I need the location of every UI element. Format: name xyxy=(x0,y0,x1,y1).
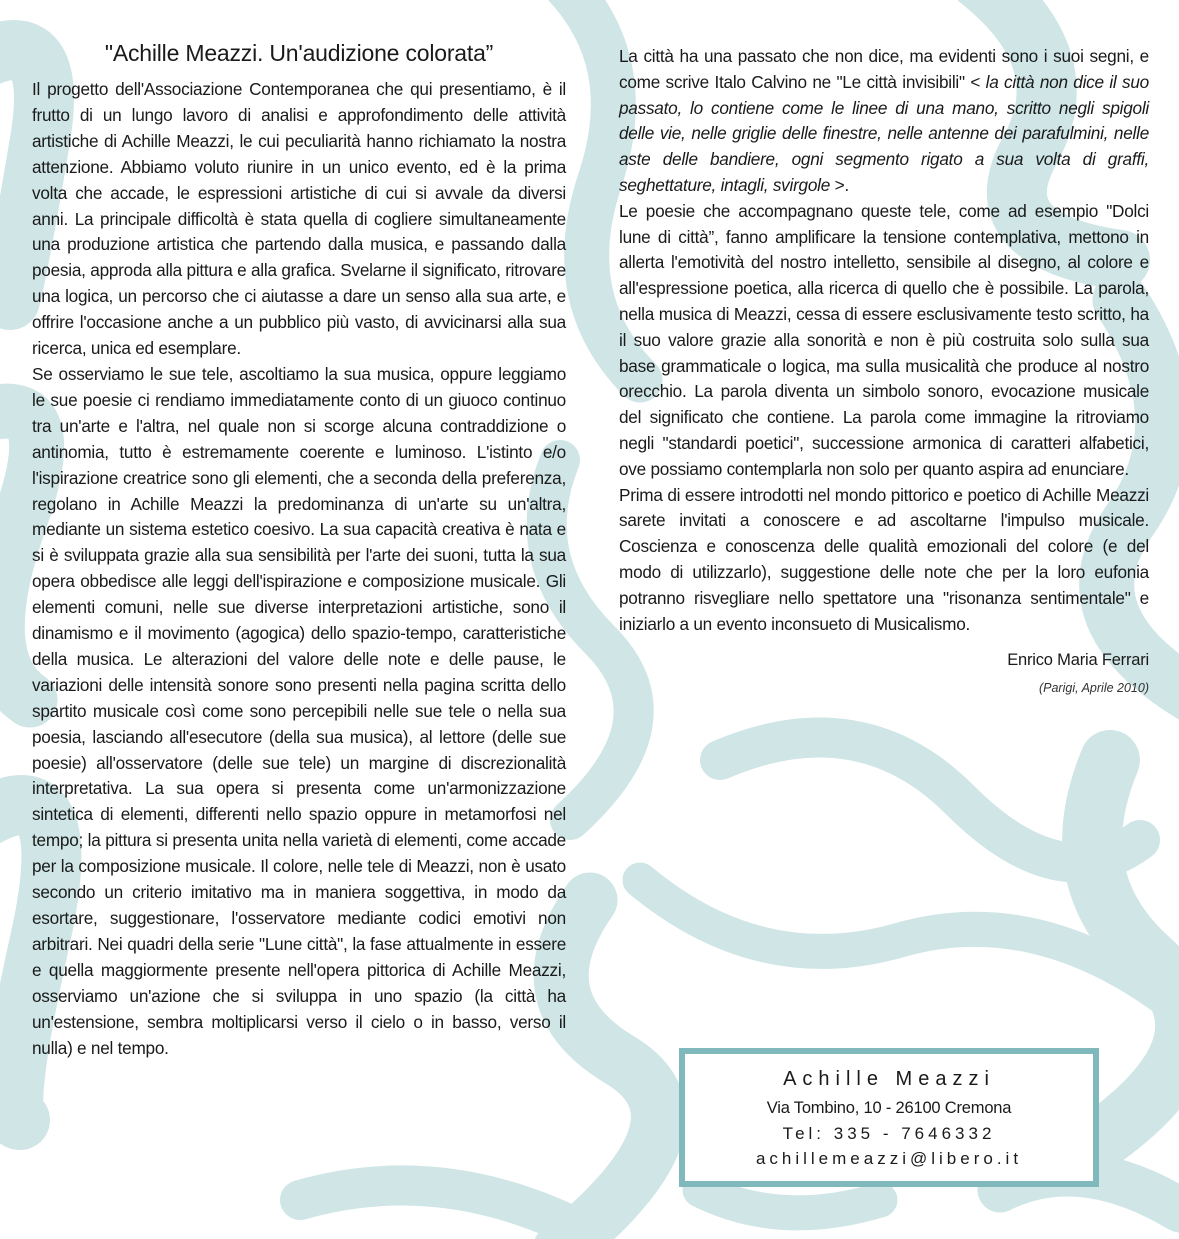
contact-email: achillemeazzi@libero.it xyxy=(755,1149,1023,1168)
right-paragraph-3: Prima di essere introdotti nel mondo pittorico e poetico di Achille Meazzi sarete invitati a conoscere e ad ascoltarne l'impulso musicale. Coscienza e conoscenza delle qualità emozionali del colore (e del modo di utilizzarlo), suggestione delle note che per la loro eufonia potranno risvegliare nello spettatore una "risonanza sentimentale" e iniziarlo a un evento inconsueto di Musicalismo. xyxy=(619,484,1149,634)
right-intro-text: La città ha una passato che non dice, ma evidenti sono i suoi segni, e come scrive Italo Calvino ne "Le città invisibili" < xyxy=(619,46,1149,92)
contact-name: Achille Meazzi xyxy=(783,1068,995,1090)
right-column xyxy=(619,44,1149,695)
right-quote-end: >. xyxy=(830,174,849,195)
dateline: (Parigi, Aprile 2010) xyxy=(1038,681,1149,696)
contact-phone: Tel: 335 - 7646332 xyxy=(782,1124,996,1143)
right-paragraph-1 xyxy=(619,44,1149,199)
author-signature: Enrico Maria Ferrari xyxy=(1007,651,1149,670)
left-paragraph-1: Il progetto dell'Associazione Contemporanea che qui presentiamo, è il frutto di un lungo lavoro di analisi e approfondimento delle attività artistiche di Achille Meazzi, le cui peculiarità hanno richiamato la nostra attenzione. Abbiamo voluto riunire in un unico evento, ed è la prima volta che accade, le espressioni artistiche di cui si avvale da diversi anni. La principale difficoltà è stata quella di cogliere simultaneamente una produzione artistica che partendo dalla musica, e passando dalla poesia, approda alla pittura e alla grafica. Svelarne il significato, ritrovare una logica, un percorso che ci aiutasse a dare un senso alla sua arte, e offrire l'occasione anche a un pubblico più vasto, di avvicinarsi alla sua ricerca, unica ed esemplare. xyxy=(32,79,566,359)
calvino-quote: la città non dice il suo passato, lo contiene come le linee di una mano, scritto negli spigoli delle vie, nelle griglie delle finestre, nelle antenne dei parafulmini, nelle aste delle bandiere, ogni segmento rigato a sua volta di graffi, seghettature, intagli, svirgole xyxy=(619,71,1149,195)
right-paragraph-2: Le poesie che accompagnano queste tele, come ad esempio "Dolci lune di città”, fanno amplificare la tensione contemplativa, mettono in allerta l'emotività del nostro intelletto, sensibile al disegno, al colore e all'espressione poetica, alla ricerca di quello che è possibile. La parola, nella musica di Meazzi, cessa di essere esclusivamente testo scritto, ha il suo valore grazie alla sonorità e non è più costruita solo sulla sua base grammaticale o logica, ma sulla musicalità che produce al nostro orecchio. La parola diventa un simbolo sonoro, evocazione musicale del significato che contiene. La parola come immagine la ritroviamo negli "standardi poetici", successione armonica di caratteri alfabetici, ove possiamo contemplarla non solo per quanto aspira ad enunciare. xyxy=(619,200,1149,479)
left-paragraph-2: Se osserviamo le sue tele, ascoltiamo la sua musica, oppure leggiamo le sue poesie ci rendiamo immediatamente conto di un giuoco continuo tra un'arte e l'altra, nel quale non si scorge alcuna contraddizione o antinomia, tutto è estremamente coerente e luminoso. L'istinto e/o l'ispirazione creatrice sono gli elementi, che a seconda della preferenza, regolano in Achille Meazzi la predominanza di un'arte su un'altra, mediante un sistema estetico coesivo. La sua capacità creativa è nata e si è sviluppata grazie alla sua sensibilità per l'arte dei suoni, tutta la sua opera obbedisce alle leggi dell'ispirazione e composizione musicale. Gli elementi comuni, nelle sue diverse interpretazioni artistiche, sono il dinamismo e il movimento (agogica) dello spazio-tempo, caratteristiche della musica. Le alterazioni del valore delle note e delle pause, le variazioni delle intensità sonore sono presenti nella pagina scritta dello spartito musicale così come sono percepibili nelle sue tele o nella sua poesia, lasciando all'esecutore (della sua musica), al lettore (delle sue poesie) all'osservatore (delle sue tele) un margine di discrezionalità interpretativa. La sua opera si presenta come un'armonizzazione sintetica di elementi, differenti nello spazio oppure in metamorfosi nel tempo; la pittura si presenta unita nella varietà di elementi, come accade per la composizione musicale. Il colore, nelle tele di Meazzi, non è usato secondo un criterio imitativo ma in maniera soggettiva, in modo da esortare, suggestionare, l'osservatore mediante codici emotivi non arbitrari. Nei quadri della serie "Lune città", la fase attualmente in essere e quella maggiormente presente nell'opera pittorica di Achille Meazzi, osserviamo un'azione che si sviluppa in uno spazio (la città ha un'estensione, sembra moltiplicarsi verso il cielo o in basso, verso il nulla) e nel tempo. xyxy=(32,363,566,1058)
left-column xyxy=(32,40,566,1061)
contact-box xyxy=(679,1048,1099,1187)
article-title: "Achille Meazzi. Un'audizione colorata” xyxy=(104,40,494,66)
contact-address: Via Tombino, 10 - 26100 Cremona xyxy=(766,1099,1012,1117)
